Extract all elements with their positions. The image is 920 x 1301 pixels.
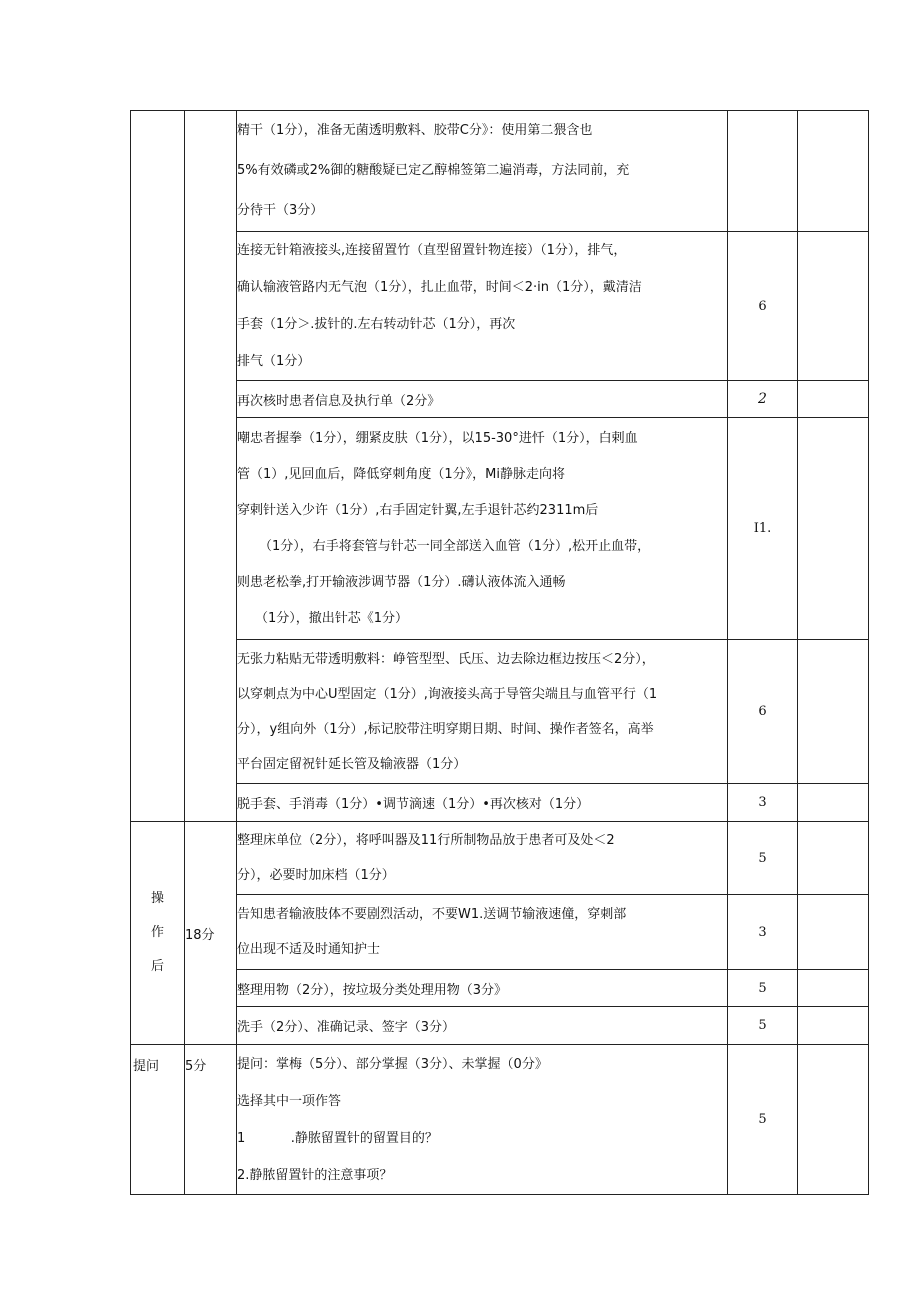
content-line: 洗手（2分）、准确记录、签字（3分）: [237, 1020, 456, 1035]
content-line: 位出现不适及时通知护士: [237, 942, 381, 957]
table-row: [131, 640, 869, 784]
item-content: [237, 784, 728, 822]
stage-char: 作: [150, 925, 164, 940]
deduction-cell: [798, 640, 869, 784]
score-value: 5: [728, 1007, 798, 1045]
content-line: 手套（1分＞.拔针的.左右转动针芯（1分），再次: [237, 317, 516, 332]
item-content: [237, 640, 728, 784]
table-row: [131, 111, 869, 232]
table-row: [131, 822, 869, 895]
content-line: 以穿刺点为中心U型固定（1分）,询液接头高于导管尖端且与血管平行（1: [237, 686, 658, 702]
deduction-cell: [798, 895, 869, 970]
content-line: 平台固定留祝针延长管及输液器（1分）: [237, 756, 467, 772]
deduction-cell: [798, 822, 869, 895]
content-line: 提问：掌梅（5分）、部分掌握（3分）、未掌握（0分》: [237, 1056, 548, 1072]
table-row: [131, 970, 869, 1007]
points-cell-empty: [185, 111, 237, 822]
stage-text: 提问: [133, 1059, 160, 1074]
item-content: [237, 1045, 728, 1195]
item-content: [237, 381, 728, 418]
content-line: 选择其中一项作答: [237, 1093, 342, 1109]
score-value: 5: [728, 1045, 798, 1195]
deduction-cell: [798, 381, 869, 418]
score-value: 6: [728, 232, 798, 381]
table-row: [131, 895, 869, 970]
content-line: 分），必要时加床档（1分）: [237, 868, 395, 883]
item-content: [237, 111, 728, 232]
content-line: 整理床单位（2分），将呼叫器及11行所制物品放于患者可及处＜2: [237, 833, 615, 848]
content-line: 排气（1分）: [237, 354, 311, 369]
content-line: 管（1）,见回血后，降低穿刺角度（1分》，Mi静脉走向将: [237, 466, 566, 482]
item-content: [237, 895, 728, 970]
content-line: 无张力粘贴无带透明敷料：峥管型型、氏压、边去除边框边按压＜2分），: [237, 651, 655, 667]
item-content: [237, 1007, 728, 1045]
table-row: [131, 232, 869, 381]
scoring-table: [130, 110, 869, 1195]
score-value: 5: [728, 970, 798, 1007]
content-line: 5%有效磷或2%御的糖酸疑已定乙醇棉签第二遍消毒，方法同前，充: [237, 163, 630, 178]
deduction-cell: [798, 784, 869, 822]
deduction-cell: [798, 1007, 869, 1045]
content-line: 分），y组向外（1分）,标记胶带注明穿期日期、时间、操作者签名，高举: [237, 721, 654, 737]
content-line: 整理用物（2分），按垃圾分类处理用物（3分》: [237, 982, 508, 998]
score-value: 2: [728, 381, 798, 418]
item-content: [237, 970, 728, 1007]
stage-char: 操: [150, 891, 164, 906]
content-line: 告知患者输液肢体不要剧烈活动，不要W1.送调节输液速僮，穿刺部: [237, 907, 627, 922]
table-row: [131, 1007, 869, 1045]
table-row: [131, 784, 869, 822]
stage-points: [185, 1045, 237, 1195]
score-value: 3: [728, 784, 798, 822]
item-content: [237, 822, 728, 895]
stage-points: 18分: [185, 822, 237, 1045]
content-line: 穿剌针送入少许（1分）,右手固定针翼,左手退针芯约2311m后: [237, 502, 599, 518]
score-value: [728, 111, 798, 232]
score-value: 6: [728, 640, 798, 784]
score-value: 5: [728, 822, 798, 895]
table-row: [131, 1045, 869, 1195]
score-value: 3: [728, 895, 798, 970]
content-line: （1分），撤出针芯《1分）: [255, 610, 409, 626]
content-line: 嘲忠者握拳（1分），绷紧皮肤（1分），以15-30°进忏（1分），白剌血: [237, 430, 638, 446]
content-line: 分待干（3分）: [237, 203, 324, 218]
item-content: [237, 232, 728, 381]
content-line: 精干（1分），准备无菌透明敷料、胶带C分》：使用第二猥含也: [237, 123, 593, 138]
deduction-cell: [798, 970, 869, 1007]
stage-label-after-operation: [131, 822, 185, 1045]
table-row: [131, 381, 869, 418]
table-row: [131, 418, 869, 640]
deduction-cell: [798, 418, 869, 640]
content-line: 脱手套、手消毒（1分）•调节滴速（1分）•再次核对（1分）: [237, 797, 590, 812]
stage-label-question: [131, 1045, 185, 1195]
stage-cell-empty: [131, 111, 185, 822]
item-content: [237, 418, 728, 640]
deduction-cell: [798, 232, 869, 381]
content-line: 再次核时患者信息及执行单（2分》: [237, 393, 441, 409]
content-line: （1分），右手将套管与针芯一同全部送入血管（1分）,松开止血带，: [259, 538, 651, 554]
stage-char: 后: [150, 959, 164, 974]
content-line: 2.静脓留置针的注意事项？: [237, 1167, 393, 1183]
content-line: 1 .静脓留置针的留置目的？: [237, 1130, 438, 1146]
content-line: 则患老松拳,打开输液涉调节器（1分）.礴认液体流入通畅: [237, 574, 566, 590]
deduction-cell: [798, 111, 869, 232]
content-line: 连接无针箱液接头,连接留置竹（直型留置针物连接）（1分），排气，: [237, 243, 627, 258]
points-text: 5分: [185, 1059, 207, 1074]
content-line: 确认输液管路内无气泡（1分），扎止血带，时间＜2·in（1分），戴清洁: [237, 280, 642, 295]
deduction-cell: [798, 1045, 869, 1195]
score-value: I1.: [728, 418, 798, 640]
